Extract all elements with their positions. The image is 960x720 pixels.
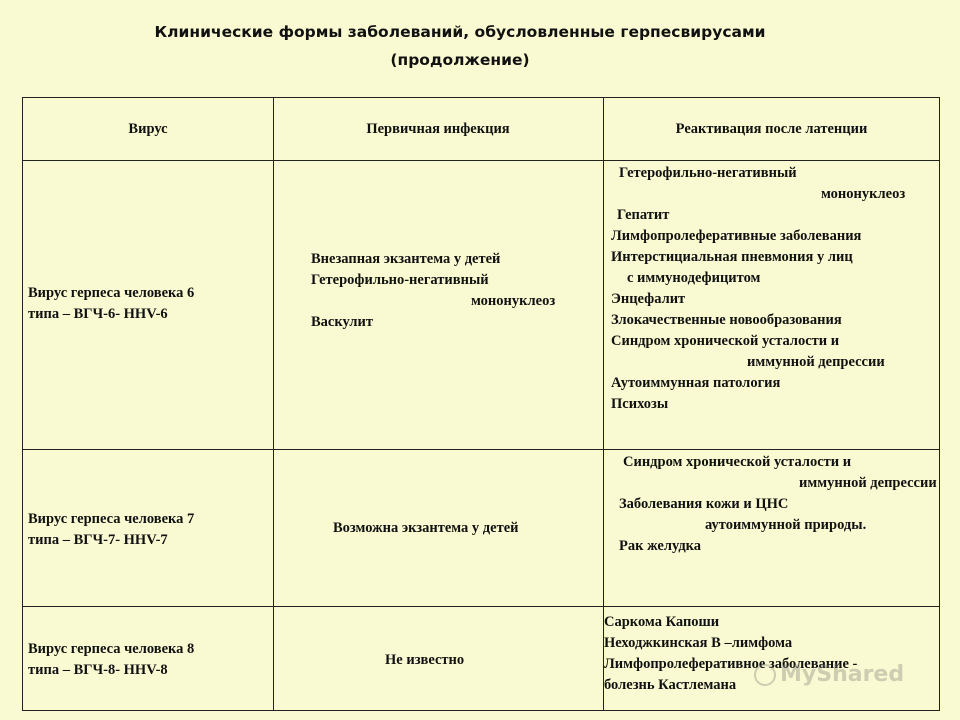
row-divider [23, 160, 939, 161]
watermark: MyShared [780, 662, 905, 687]
watermark-logo-icon [754, 664, 776, 686]
page-title: Клинические формы заболеваний, обусловленные герпесвирусами [154, 23, 766, 41]
header-virus: Вирус [128, 121, 168, 137]
header-primary-infection: Первичная инфекция [366, 121, 510, 137]
herpesvirus-table [22, 97, 940, 711]
primary-cell-hhv7: Возможна экзантема у детей [333, 520, 519, 536]
page-subtitle: (продолжение) [390, 51, 530, 69]
row-divider [23, 449, 939, 450]
column-divider [273, 98, 274, 710]
virus-cell-hhv7: Вирус герпеса человека 7 типа – ВГЧ-7- HHV-7 [28, 511, 195, 548]
header-reactivation: Реактивация после латенции [675, 121, 868, 137]
reactivation-cell-hhv8: Саркома Капоши Неходжкинская В –лимфома Лимфопролеферативное заболевание - болезнь Кастлемана [604, 614, 858, 693]
row-divider [23, 606, 939, 607]
virus-cell-hhv6: Вирус герпеса человека 6 типа – ВГЧ-6- HHV-6 [28, 285, 195, 322]
reactivation-cell-hhv6: Гетерофильно-негативный мононуклеоз Гепатит Лимфопролеферативные заболевания Интерстициальная пневмония у лиц с иммунодефицитом Энцефалит Злокачественные новообразования Синдром хронической усталости и иммунной депрессии Аутоиммунная патология Психозы [611, 165, 906, 412]
reactivation-cell-hhv7: Синдром хронической усталости и иммунной депрессии Заболевания кожи и ЦНС аутоиммунной природы. Рак желудка [619, 454, 937, 554]
primary-cell-hhv6: Внезапная экзантема у детей Гетерофильно-негативный мононуклеоз Васкулит [311, 251, 556, 330]
virus-cell-hhv8: Вирус герпеса человека 8 типа – ВГЧ-8- HHV-8 [28, 641, 195, 678]
primary-cell-hhv8: Не известно [385, 652, 465, 668]
